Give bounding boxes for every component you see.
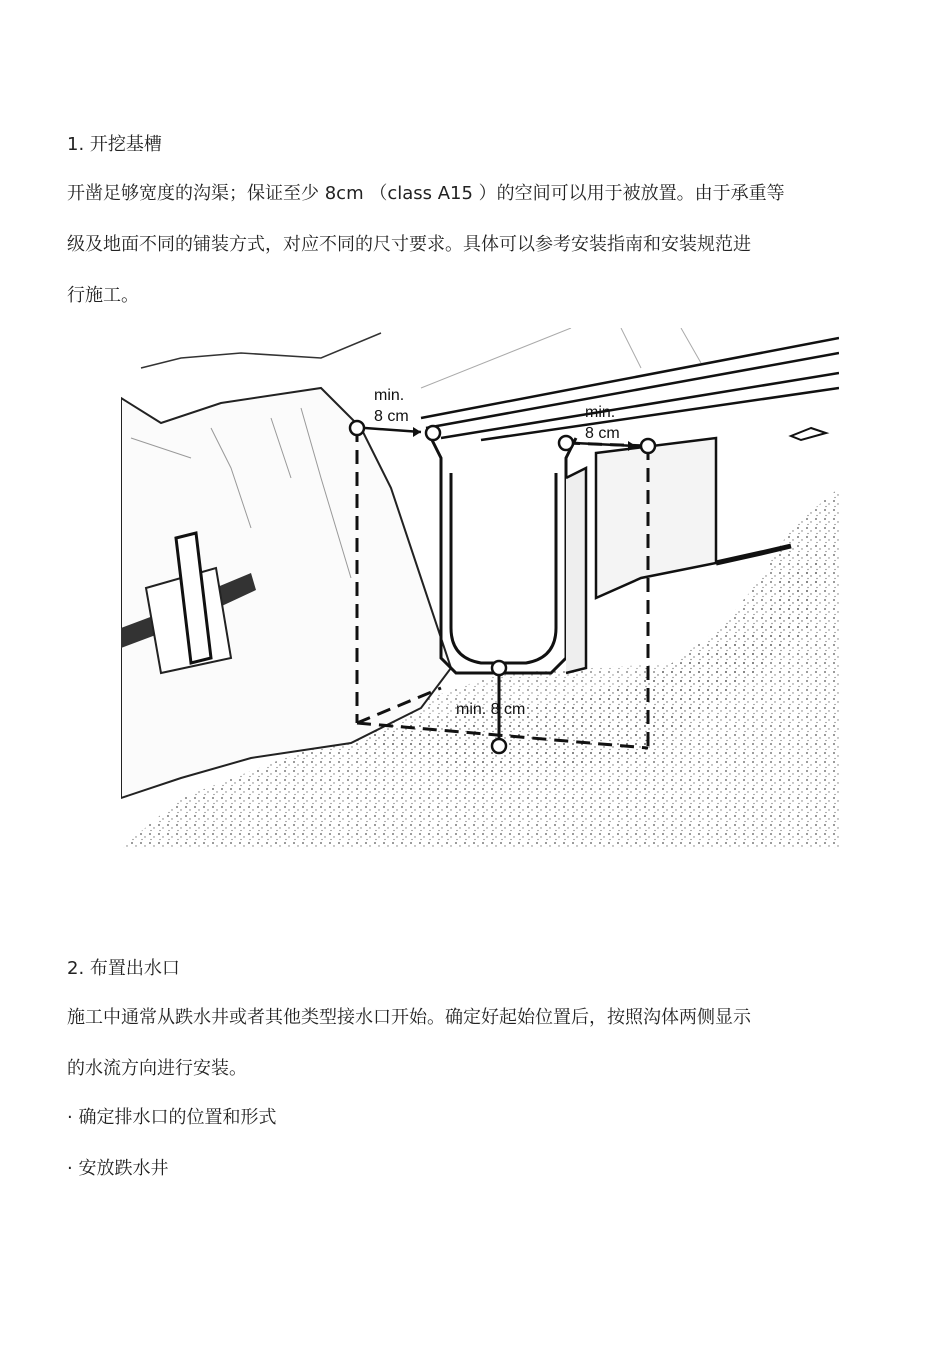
marker-top-left-inner — [426, 426, 440, 440]
bullet-item: · 确定排水口的位置和形式 — [67, 1107, 277, 1128]
section2-paragraph-line1: 施工中通常从跌水井或者其他类型接水口开始。确定好起始位置后，按照沟体两侧显示 — [67, 1007, 751, 1028]
section1-paragraph-line2: 级及地面不同的铺装方式，对应不同的尺寸要求。具体可以参考安装指南和安装规范进 — [67, 234, 751, 255]
marker-top-right-outer — [641, 439, 655, 453]
section1-paragraph-line1: 开凿足够宽度的沟渠；保证至少 8cm （class A15 ）的空间可以用于被放置。由于承重等 — [67, 183, 785, 204]
trench-installation-diagram — [121, 328, 839, 848]
section2-heading: 2. 布置出水口 — [67, 958, 180, 979]
label-right-cm: 8 cm — [585, 425, 620, 442]
marker-top-left-outer — [350, 421, 364, 435]
marker-bottom-lower — [492, 739, 506, 753]
marker-bottom-upper — [492, 661, 506, 675]
section2-paragraph-line2: 的水流方向进行安装。 — [67, 1058, 247, 1079]
section1-heading: 1. 开挖基槽 — [67, 134, 162, 155]
section1-paragraph-line3: 行施工。 — [67, 285, 139, 306]
label-left-cm: 8 cm — [374, 408, 409, 425]
label-right-min: min. — [585, 404, 616, 421]
bullet-item: · 安放跌水井 — [67, 1158, 169, 1179]
label-bottom-min-cm: min. 8 cm — [456, 701, 526, 718]
marker-top-right-inner — [559, 436, 573, 450]
label-left-min: min. — [374, 387, 405, 404]
